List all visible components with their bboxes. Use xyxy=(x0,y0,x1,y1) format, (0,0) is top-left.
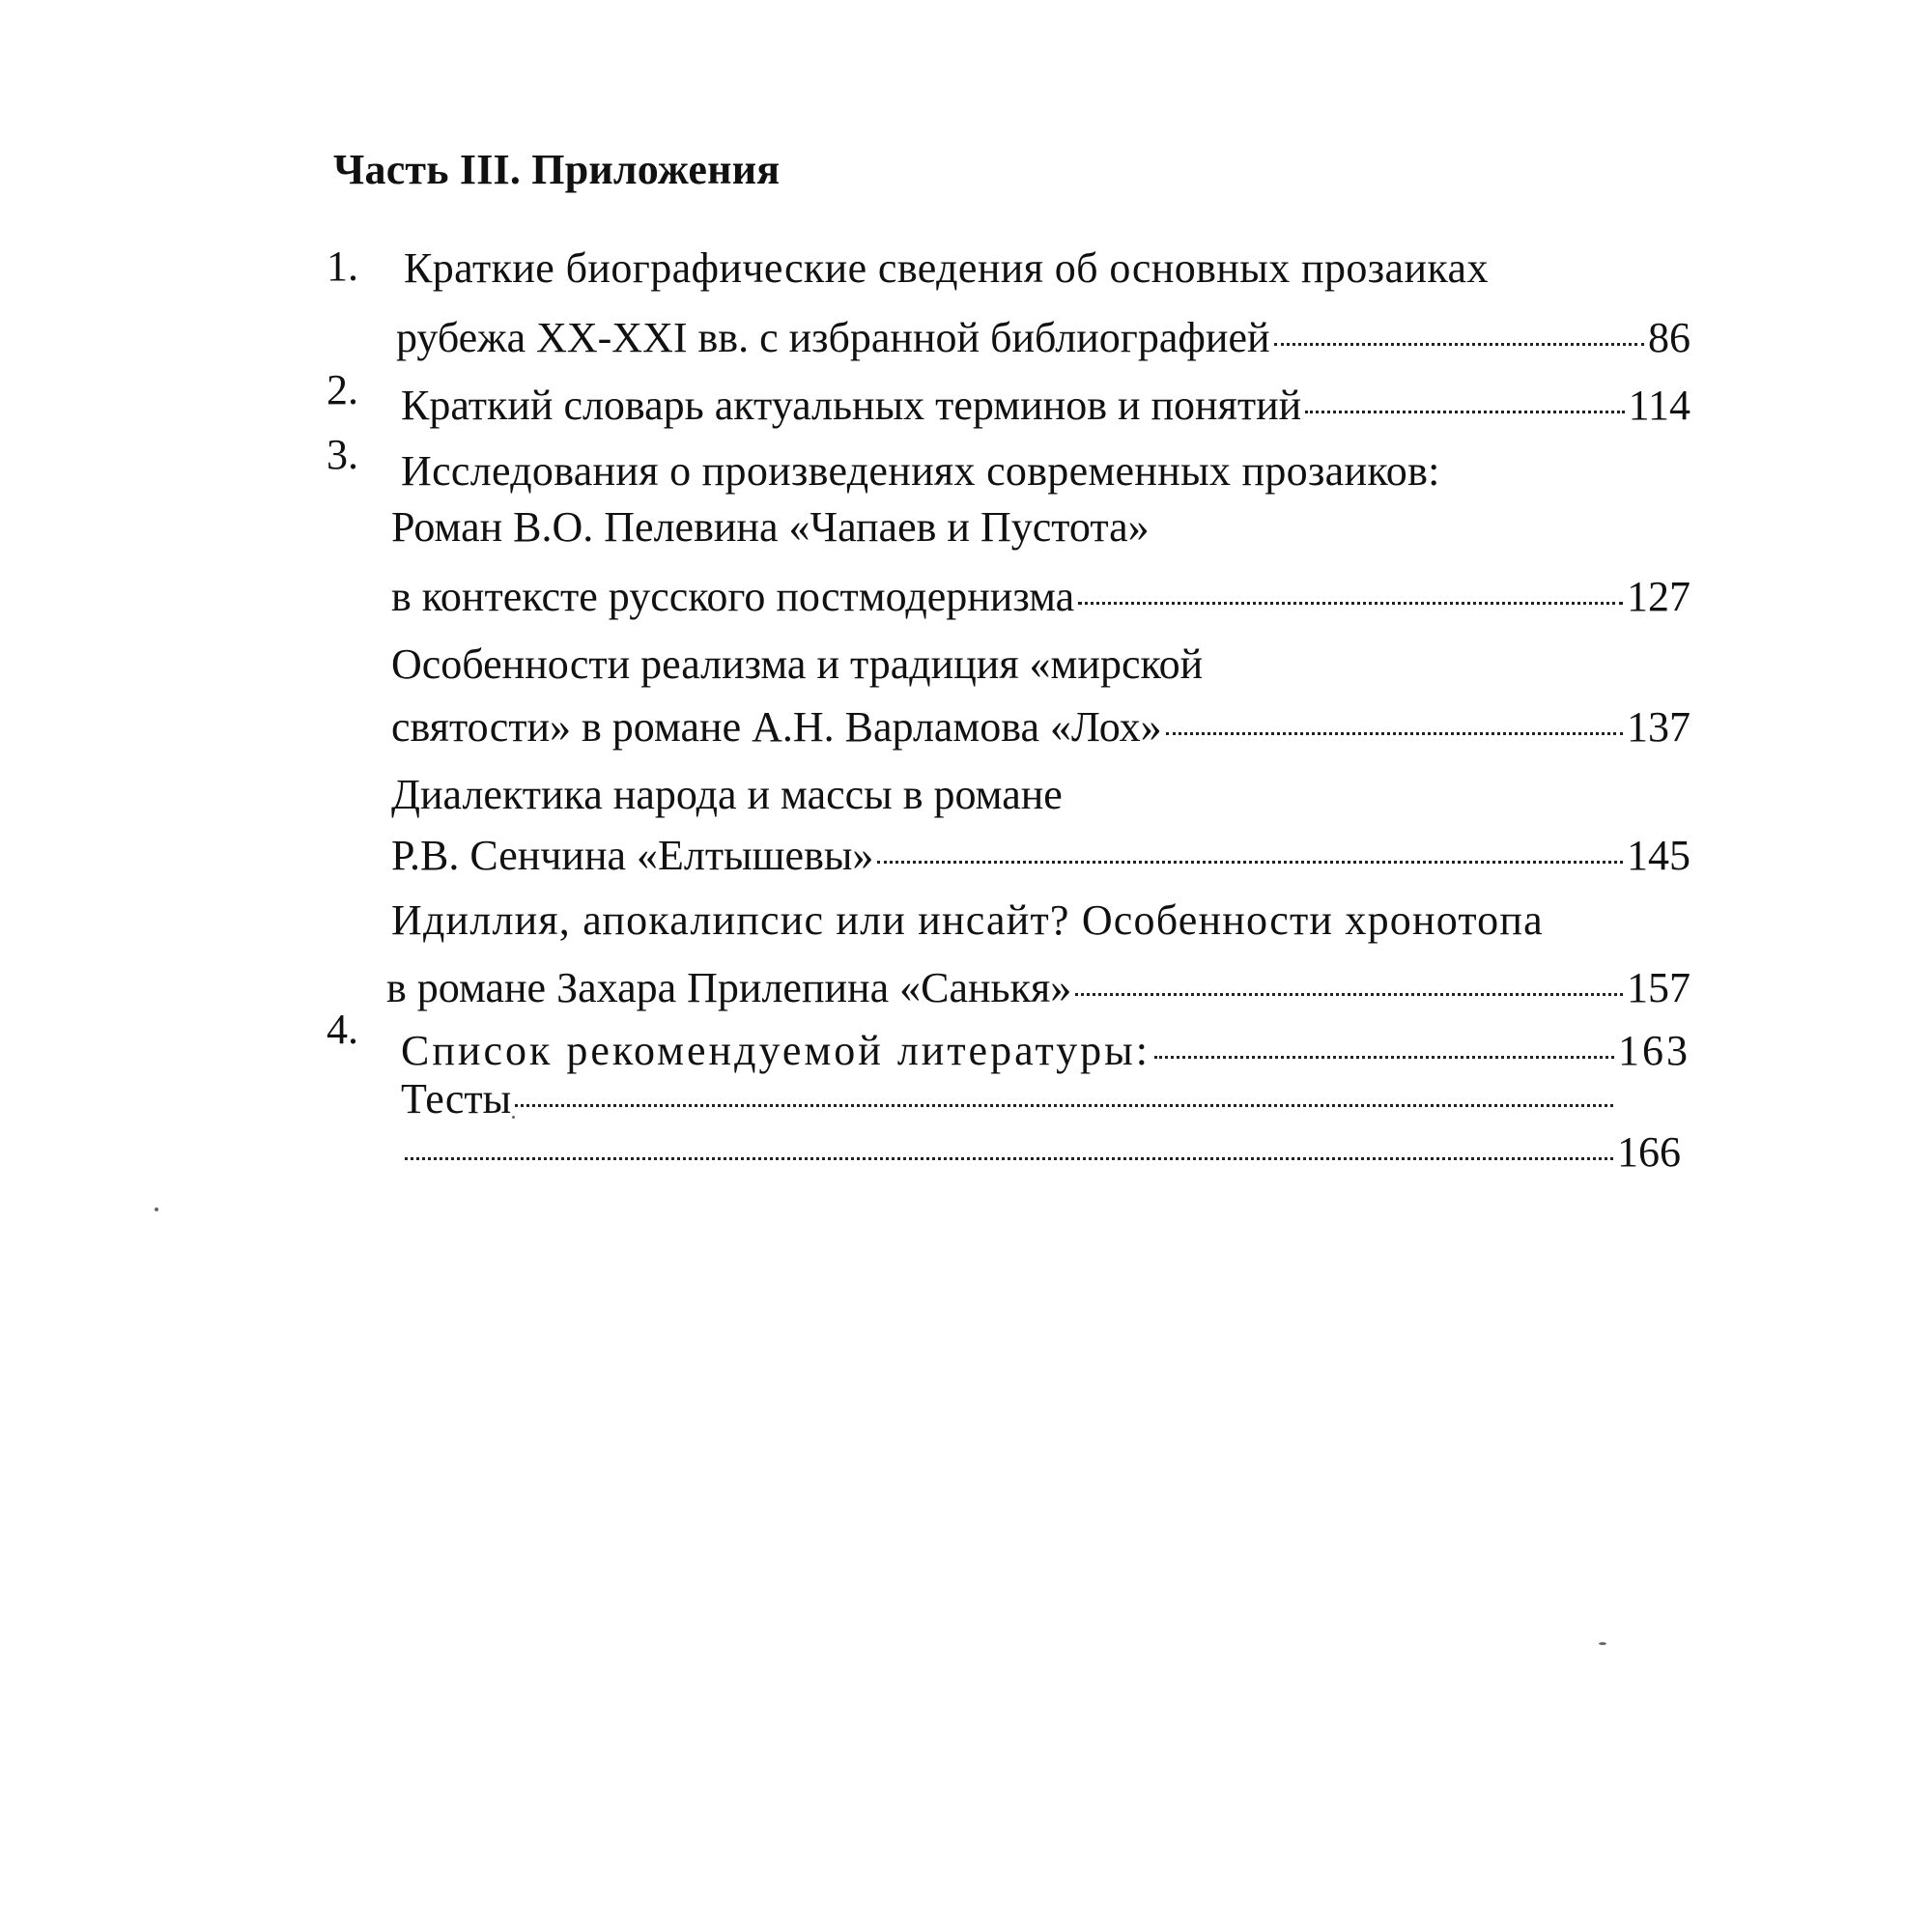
toc-entry-title: Краткий словарь актуальных терминов и понятий xyxy=(401,382,1302,429)
dot-leader xyxy=(1075,993,1623,996)
dot-leader xyxy=(515,1104,1613,1107)
item-number: 2. xyxy=(327,366,358,413)
toc-subentry-line: Идиллия, апокалипсис или инсайт? Особенности хронотопа xyxy=(391,896,1544,944)
item-number: 3. xyxy=(327,431,358,478)
toc-subentry[interactable] xyxy=(386,961,1690,1015)
toc-entry-title: Список рекомендуемой литературы: xyxy=(401,1027,1151,1074)
toc-entry[interactable] xyxy=(401,379,1690,433)
toc-subentry-title: Р.В. Сенчина «Елтышевы» xyxy=(391,832,874,879)
page-number: 145 xyxy=(1627,832,1690,879)
toc-entry[interactable] xyxy=(396,311,1690,365)
dot-leader xyxy=(1305,411,1624,413)
toc-entry-continuation xyxy=(401,1125,1681,1179)
item-number: 4. xyxy=(327,1006,358,1053)
dot-leader xyxy=(405,1157,1613,1160)
toc-subentry[interactable] xyxy=(391,570,1690,624)
scan-speck xyxy=(512,1116,515,1119)
dot-leader xyxy=(1078,602,1623,605)
toc-subentry[interactable] xyxy=(391,829,1690,883)
toc-entry-line: Исследования о произведениях современных прозаиков: xyxy=(401,447,1440,495)
page-number: 157 xyxy=(1627,964,1690,1011)
toc-entry-title: рубежа XX-XXI вв. с избранной библиографией xyxy=(396,314,1270,361)
dot-leader xyxy=(1166,732,1623,735)
dot-leader xyxy=(877,861,1623,864)
page-number: 163 xyxy=(1618,1027,1690,1074)
dot-leader xyxy=(1274,343,1644,346)
toc-subentry-line: Диалектика народа и массы в романе xyxy=(391,771,1063,818)
item-number: 1. xyxy=(327,242,358,290)
page-number: 114 xyxy=(1628,382,1690,429)
page-number: 137 xyxy=(1627,703,1690,751)
toc-entry[interactable] xyxy=(401,1072,1681,1126)
toc-entry[interactable] xyxy=(401,1024,1690,1078)
toc-subentry-title: в контексте русского постмодернизма xyxy=(391,573,1075,620)
page-number: 166 xyxy=(1617,1128,1681,1176)
toc-entry-line: Краткие биографические сведения об основных прозаиках xyxy=(404,244,1489,292)
toc-subentry-title: святости» в романе А.Н. Варламова «Лох» xyxy=(391,703,1162,751)
page-number: 86 xyxy=(1648,314,1690,361)
toc-subentry-line: Роман В.О. Пелевина «Чапаев и Пустота» xyxy=(391,503,1150,551)
scan-speck xyxy=(1599,1642,1606,1645)
toc-subentry-line: Особенности реализма и традиция «мирской xyxy=(391,640,1204,688)
dot-leader xyxy=(1154,1056,1614,1059)
toc-entry-title: Тесты xyxy=(401,1075,512,1122)
scan-speck xyxy=(155,1208,158,1211)
section-heading: Часть III. Приложения xyxy=(333,146,781,193)
page-number: 127 xyxy=(1627,573,1690,620)
toc-subentry-title: в романе Захара Прилепина «Санькя» xyxy=(386,964,1072,1011)
toc-subentry[interactable] xyxy=(391,700,1690,754)
